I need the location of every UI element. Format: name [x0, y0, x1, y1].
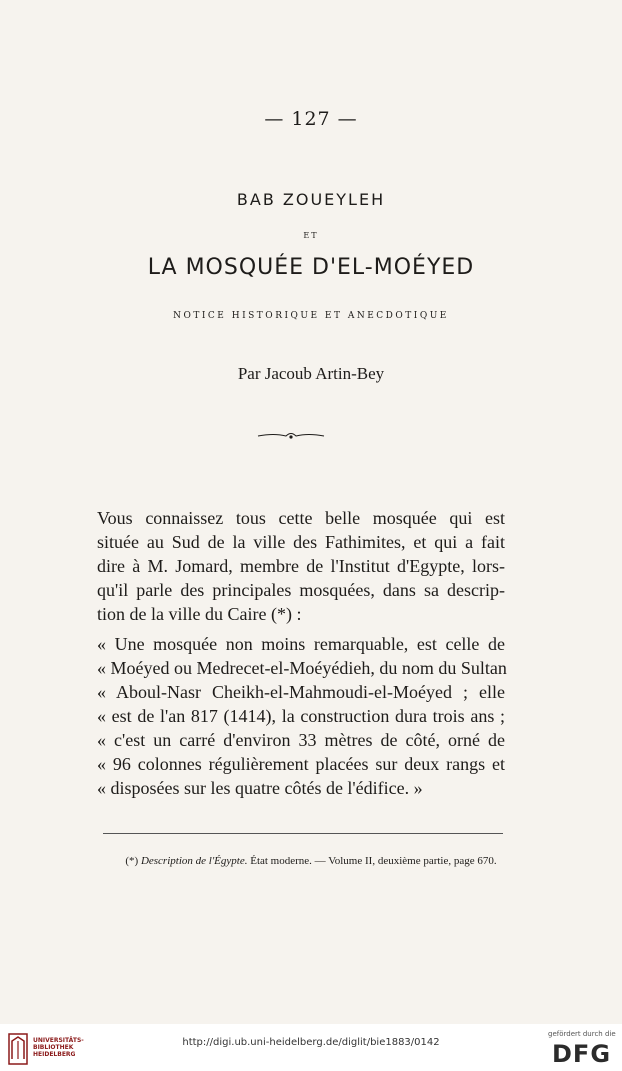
footnote-text: État moderne. — Volume II, deuxième partie, page 670. [250, 855, 497, 867]
text-line: qu'il parle des principales mosquées, dans sa descrip- [97, 580, 505, 600]
text-line: « 96 colonnes régulièrement placées sur deux rangs et [97, 754, 505, 774]
text-line: dire à M. Jomard, membre de l'Institut d'Egypte, lors- [97, 556, 505, 576]
footnote-divider [103, 833, 503, 834]
subtitle: NOTICE HISTORIQUE ET ANECDOTIQUE [173, 311, 449, 321]
text-line: Vous connaissez tous cette belle mosquée qui est [97, 508, 505, 528]
text-line: tion de la ville du Caire (*) : [97, 604, 302, 624]
text-line: « Aboul-Nasr Cheikh-el-Mahmoudi-el-Moéyed ; elle [97, 682, 505, 702]
footnote-marker: (*) [125, 855, 139, 867]
sponsor-caption: gefördert durch die [548, 1030, 616, 1038]
paragraph-intro [97, 506, 505, 626]
title-mosque: LA MOSQUÉE D'EL-MOÉYED [147, 255, 475, 280]
text-line: située au Sud de la ville des Fathimites, et qui a fait [97, 532, 505, 552]
library-name-line: HEIDELBERG [33, 1051, 76, 1058]
library-name-line: UNIVERSITÄTS- [33, 1037, 84, 1044]
digital-object-link[interactable]: http://digi.ub.uni-heidelberg.de/diglit/bie1883/0142 [182, 1037, 440, 1048]
text-line: « est de l'an 817 (1414), la construction dura trois ans ; [97, 706, 505, 726]
footnote-work-title: Description de l'Égypte. [140, 855, 248, 867]
author-line: Par Jacoub Artin-Bey [237, 364, 385, 383]
text-line: « Une mosquée non moins remarquable, est celle de [97, 634, 505, 654]
footnote [0, 855, 622, 867]
dfg-logo: DFG [552, 1040, 612, 1068]
text-line: « c'est un carré d'environ 33 mètres de côté, orné de [97, 730, 505, 750]
text-line: « Moéyed ou Medrecet-el-Moéyédieh, du nom du Sultan [97, 658, 507, 678]
title-bab-zoueyleh: BAB ZOUEYLEH [236, 190, 386, 209]
text-line: « disposées sur les quatre côtés de l'édifice. » [97, 778, 423, 798]
title-conjunction: ET [303, 231, 319, 240]
library-name-line: BIBLIOTHEK [33, 1044, 74, 1051]
paragraph-quote [97, 632, 505, 800]
ornament-divider-icon [256, 430, 326, 442]
page-number: — 127 — [264, 108, 358, 130]
